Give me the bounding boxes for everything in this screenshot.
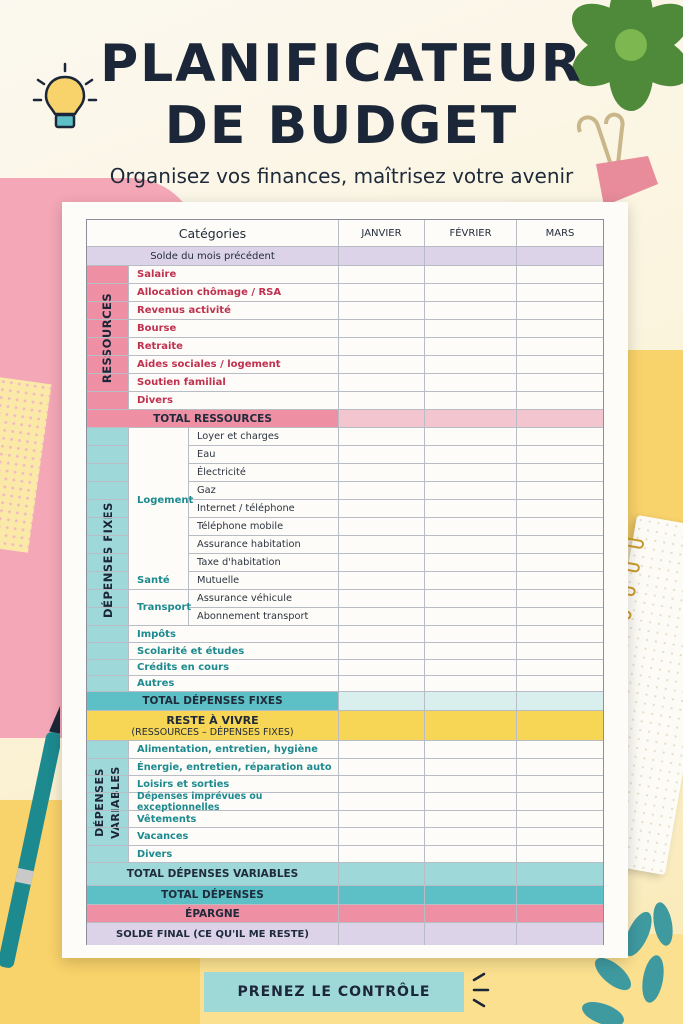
input-cell[interactable]	[516, 482, 603, 499]
input-cell[interactable]	[338, 392, 424, 409]
input-cell[interactable]	[338, 846, 424, 862]
input-cell[interactable]	[516, 374, 603, 391]
row-label: Vêtements	[137, 813, 197, 825]
input-cell[interactable]	[516, 392, 603, 409]
row-label: Assurance véhicule	[197, 593, 292, 604]
input-cell[interactable]	[338, 626, 424, 642]
row-label: Taxe d'habitation	[197, 557, 281, 568]
band-label: RESSOURCES	[100, 292, 115, 384]
input-cell[interactable]	[338, 320, 424, 337]
input-cell[interactable]	[338, 302, 424, 319]
row-label: Assurance habitation	[197, 539, 301, 550]
input-cell[interactable]	[516, 500, 603, 517]
header-january: JANVIER	[338, 220, 424, 246]
input-cell[interactable]	[516, 643, 603, 659]
header-february: FÉVRIER	[424, 220, 516, 246]
row-label: Aides sociales / logement	[137, 359, 281, 370]
input-cell[interactable]	[424, 518, 516, 535]
row-sublabel: (RESSOURCES – DÉPENSES FIXES)	[131, 726, 294, 738]
page-subtitle: Organisez vos finances, maîtrisez votre avenir	[109, 164, 574, 188]
input-cell[interactable]	[424, 247, 516, 265]
input-cell[interactable]	[338, 590, 424, 607]
row-label: Divers	[137, 395, 173, 406]
input-cell[interactable]	[424, 863, 516, 885]
input-cell[interactable]	[516, 464, 603, 481]
input-cell[interactable]	[516, 410, 603, 427]
row-label: Autres	[137, 678, 175, 689]
page-title-line1: PLANIFICATEUR	[100, 34, 583, 94]
input-cell[interactable]	[516, 828, 603, 845]
row-label: Loyer et charges	[197, 431, 280, 442]
input-cell[interactable]	[424, 356, 516, 373]
input-cell[interactable]	[516, 863, 603, 885]
input-cell[interactable]	[338, 905, 424, 922]
input-cell[interactable]	[516, 247, 603, 265]
solde-final-row	[87, 923, 603, 945]
row-label: Allocation chômage / RSA	[137, 287, 282, 298]
row-label: TOTAL DÉPENSES	[161, 889, 264, 901]
row-label: Dépenses imprévues ou exceptionnelles	[137, 790, 263, 813]
input-cell[interactable]	[424, 464, 516, 481]
total-depenses-variables-row	[87, 863, 603, 886]
input-cell[interactable]	[338, 886, 424, 904]
input-cell[interactable]	[424, 741, 516, 758]
reste-a-vivre-cell	[87, 711, 338, 740]
input-cell[interactable]	[424, 846, 516, 862]
row-label: Abonnement transport	[197, 611, 309, 622]
input-cell[interactable]	[516, 338, 603, 355]
group-sante: Santé	[129, 572, 189, 589]
row-label: Retraite	[137, 341, 183, 352]
input-cell[interactable]	[516, 846, 603, 862]
row-label: Mutuelle	[197, 575, 240, 586]
pen-icon	[0, 700, 60, 1000]
row-label: Vacances	[137, 831, 189, 842]
row-label: Bourse	[137, 323, 177, 334]
input-cell[interactable]	[338, 793, 424, 810]
input-cell[interactable]	[424, 284, 516, 301]
input-cell[interactable]	[424, 905, 516, 922]
input-cell[interactable]	[338, 676, 424, 691]
input-cell[interactable]	[516, 554, 603, 571]
row-label: TOTAL RESSOURCES	[153, 412, 272, 425]
row-label: Salaire	[137, 269, 177, 280]
input-cell[interactable]	[424, 711, 516, 740]
input-cell[interactable]	[338, 711, 424, 740]
input-cell[interactable]	[424, 338, 516, 355]
row-label: Divers	[137, 848, 173, 860]
row-label: Loisirs et sorties	[137, 778, 230, 790]
input-cell[interactable]	[338, 482, 424, 499]
input-cell[interactable]	[338, 759, 424, 775]
input-cell[interactable]	[338, 374, 424, 391]
row-label: TOTAL DÉPENSES VARIABLES	[126, 868, 299, 880]
input-cell[interactable]	[338, 811, 424, 827]
budget-table	[86, 219, 604, 945]
input-cell[interactable]	[424, 660, 516, 675]
input-cell[interactable]	[424, 482, 516, 499]
band-label: DÉPENSES	[93, 767, 107, 837]
input-cell[interactable]	[424, 446, 516, 463]
input-cell[interactable]	[424, 374, 516, 391]
input-cell[interactable]	[338, 741, 424, 758]
input-cell[interactable]	[516, 692, 603, 710]
input-cell[interactable]	[516, 446, 603, 463]
input-cell[interactable]	[516, 676, 603, 691]
row-label: Téléphone mobile	[197, 521, 284, 532]
input-cell[interactable]	[516, 536, 603, 553]
row-label: Solde du mois précédent	[150, 250, 275, 262]
row-label: Gaz	[197, 485, 216, 496]
input-cell[interactable]	[424, 500, 516, 517]
input-cell[interactable]	[338, 643, 424, 659]
row-label: RESTE À VIVRE	[166, 713, 259, 727]
input-cell[interactable]	[516, 518, 603, 535]
row-label: Électricité	[197, 467, 246, 478]
input-cell[interactable]	[424, 692, 516, 710]
input-cell[interactable]	[338, 863, 424, 885]
input-cell[interactable]	[516, 302, 603, 319]
input-cell[interactable]	[424, 410, 516, 427]
input-cell[interactable]	[424, 266, 516, 283]
input-cell[interactable]	[338, 356, 424, 373]
input-cell[interactable]	[338, 572, 424, 589]
input-cell[interactable]	[424, 536, 516, 553]
total-depenses-fixes-row	[87, 692, 603, 711]
input-cell[interactable]	[338, 518, 424, 535]
row-label: Revenus activité	[137, 305, 231, 316]
input-cell[interactable]	[424, 793, 516, 810]
row-label: Alimentation, entretien, hygiène	[137, 744, 318, 755]
input-cell[interactable]	[424, 554, 516, 571]
input-cell[interactable]	[516, 660, 603, 675]
total-depenses-row	[87, 886, 603, 905]
input-cell[interactable]	[338, 446, 424, 463]
page-title-line2: DE BUDGET	[164, 96, 519, 156]
input-cell[interactable]	[338, 923, 424, 945]
group-transport: Transport	[129, 590, 189, 625]
input-cell[interactable]	[338, 500, 424, 517]
input-cell[interactable]	[516, 284, 603, 301]
row-label: Crédits en cours	[137, 662, 230, 673]
input-cell[interactable]	[516, 266, 603, 283]
input-cell[interactable]	[516, 811, 603, 827]
call-to-action-banner: PRENEZ LE CONTRÔLE	[204, 972, 464, 1012]
row-label: Scolarité et études	[137, 645, 245, 657]
input-cell[interactable]	[338, 776, 424, 792]
input-cell[interactable]	[516, 776, 603, 792]
total-ressources-row	[87, 410, 603, 428]
input-cell[interactable]	[424, 320, 516, 337]
group-logement: Logement	[129, 428, 189, 572]
row-label: ÉPARGNE	[185, 907, 240, 920]
input-cell[interactable]	[516, 590, 603, 607]
input-cell[interactable]	[338, 266, 424, 283]
input-cell[interactable]	[424, 759, 516, 775]
band-label: VARIABLES	[109, 765, 122, 839]
input-cell[interactable]	[424, 572, 516, 589]
reste-a-vivre-row	[87, 711, 603, 741]
header-march: MARS	[516, 220, 603, 246]
input-cell[interactable]	[516, 356, 603, 373]
input-cell[interactable]	[338, 692, 424, 710]
input-cell[interactable]	[424, 392, 516, 409]
input-cell[interactable]	[424, 590, 516, 607]
input-cell[interactable]	[424, 676, 516, 691]
input-cell[interactable]	[424, 302, 516, 319]
input-cell[interactable]	[516, 711, 603, 740]
row-label: SOLDE FINAL (CE QU'IL ME RESTE)	[116, 928, 309, 940]
input-cell[interactable]	[516, 759, 603, 775]
input-cell[interactable]	[516, 428, 603, 445]
input-cell[interactable]	[424, 828, 516, 845]
row-label: Eau	[197, 449, 216, 460]
input-cell[interactable]	[516, 320, 603, 337]
band-label: DÉPENSES FIXES	[100, 502, 115, 618]
input-cell[interactable]	[338, 428, 424, 445]
row-label: Internet / téléphone	[197, 503, 295, 514]
epargne-row	[87, 905, 603, 923]
input-cell[interactable]	[424, 886, 516, 904]
input-cell[interactable]	[424, 626, 516, 642]
input-cell[interactable]	[516, 626, 603, 642]
input-cell[interactable]	[338, 660, 424, 675]
input-cell[interactable]	[516, 886, 603, 904]
input-cell[interactable]	[516, 608, 603, 625]
row-label: Énergie, entretien, réparation auto	[137, 761, 332, 773]
table-row	[87, 247, 603, 266]
input-cell[interactable]	[424, 608, 516, 625]
input-cell[interactable]	[424, 811, 516, 827]
input-cell[interactable]	[338, 536, 424, 553]
input-cell[interactable]	[516, 793, 603, 810]
input-cell[interactable]	[424, 643, 516, 659]
input-cell[interactable]	[424, 923, 516, 945]
input-cell[interactable]	[516, 923, 603, 945]
input-cell[interactable]	[516, 905, 603, 922]
input-cell[interactable]	[338, 828, 424, 845]
header-categories: Catégories	[178, 225, 247, 241]
input-cell[interactable]	[424, 428, 516, 445]
input-cell[interactable]	[338, 284, 424, 301]
input-cell[interactable]	[338, 410, 424, 427]
input-cell[interactable]	[338, 464, 424, 481]
row-label: Soutien familial	[137, 377, 226, 388]
input-cell[interactable]	[338, 338, 424, 355]
input-cell[interactable]	[424, 776, 516, 792]
input-cell[interactable]	[516, 741, 603, 758]
sparkle-lines-icon	[470, 970, 500, 1010]
table-header-row	[87, 220, 603, 247]
input-cell[interactable]	[516, 572, 603, 589]
input-cell[interactable]	[338, 247, 424, 265]
input-cell[interactable]	[338, 554, 424, 571]
row-label: Impôts	[137, 628, 176, 640]
row-label: TOTAL DÉPENSES FIXES	[142, 695, 283, 707]
input-cell[interactable]	[338, 608, 424, 625]
